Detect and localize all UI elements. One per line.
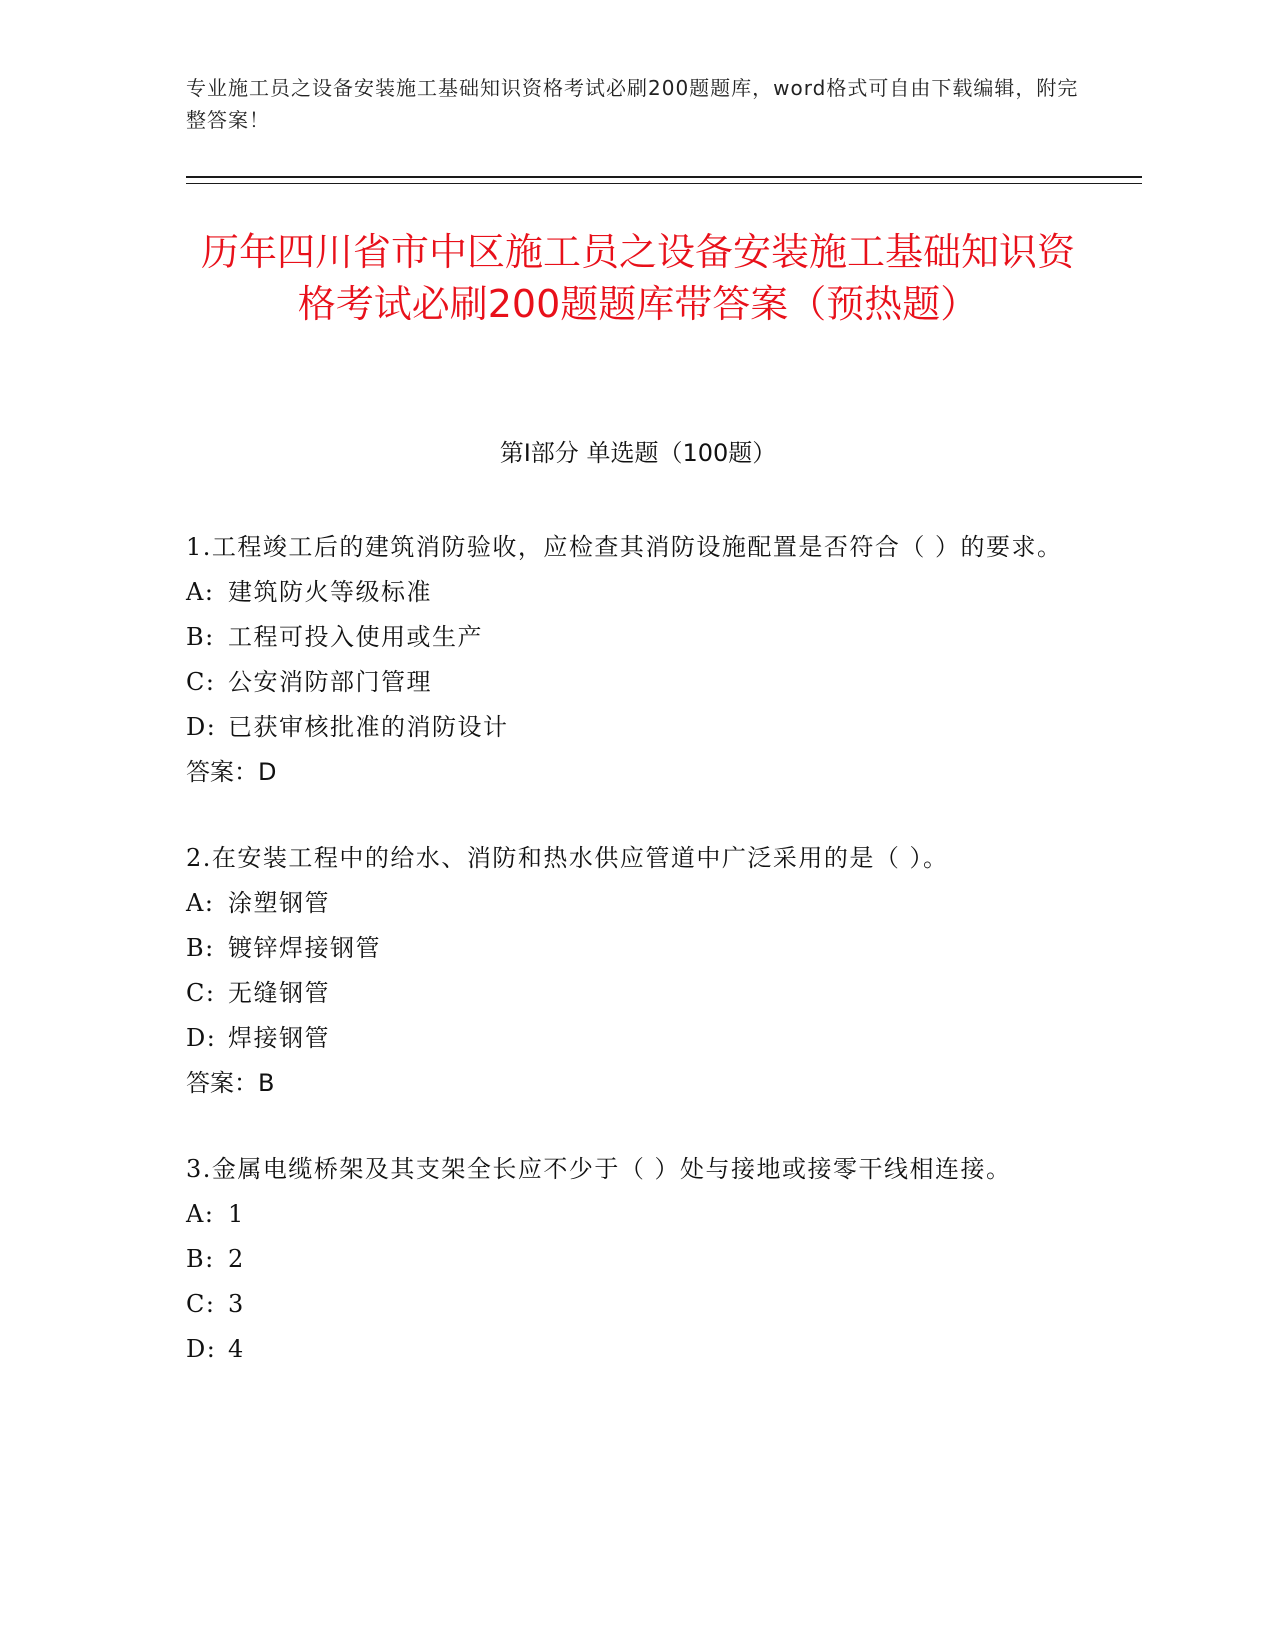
option-a: [186, 1192, 1066, 1237]
option-letter: D:: [186, 1335, 217, 1363]
option-letter: C:: [186, 1290, 216, 1318]
option-text: 2: [228, 1245, 245, 1273]
option-letter: B:: [186, 1245, 215, 1273]
option-letter: A:: [186, 578, 215, 606]
option-letter: D:: [186, 1024, 217, 1052]
option-letter: C:: [186, 668, 216, 696]
question-2: [186, 836, 1066, 1106]
question-3: [186, 1147, 1066, 1372]
option-c: [186, 971, 1066, 1016]
option-letter: B:: [186, 623, 215, 651]
option-b: [186, 615, 1066, 660]
section-title: 第Ⅰ部分 单选题（100题）: [499, 439, 777, 467]
option-text: 焊接钢管: [228, 1024, 330, 1052]
header-divider-thick: [186, 176, 1142, 178]
option-d: [186, 705, 1066, 750]
option-text: 已获审核批准的消防设计: [228, 713, 509, 741]
option-text: 3: [228, 1290, 245, 1318]
option-a: [186, 570, 1066, 615]
option-letter: A:: [186, 889, 215, 917]
option-b: [186, 1237, 1066, 1282]
question-stem: 2.在安装工程中的给水、消防和热水供应管道中广泛采用的是（ ）。: [186, 844, 949, 872]
option-text: 4: [228, 1335, 245, 1363]
option-letter: C:: [186, 979, 216, 1007]
option-text: 建筑防火等级标准: [228, 578, 432, 606]
question-stem: 3.金属电缆桥架及其支架全长应不少于（ ）处与接地或接零干线相连接。: [186, 1155, 1012, 1183]
option-c: [186, 660, 1066, 705]
option-letter: B:: [186, 934, 215, 962]
option-text: 工程可投入使用或生产: [228, 623, 483, 651]
option-c: [186, 1282, 1066, 1327]
option-text: 镀锌焊接钢管: [228, 934, 381, 962]
question-list: [186, 525, 1066, 1413]
option-text: 涂塑钢管: [228, 889, 330, 917]
header-note: 专业施工员之设备安装施工基础知识资格考试必刷200题题库，word格式可自由下载编辑，附完整答案！: [186, 76, 1079, 132]
option-letter: A:: [186, 1200, 215, 1228]
option-letter: D:: [186, 713, 217, 741]
option-d: [186, 1327, 1066, 1372]
question-stem: 1.工程竣工后的建筑消防验收，应检查其消防设施配置是否符合（ ）的要求。: [186, 533, 1063, 561]
answer-line: 答案：D: [186, 758, 277, 786]
option-d: [186, 1016, 1066, 1061]
header-divider-thin: [186, 183, 1142, 184]
option-text: 1: [228, 1200, 245, 1228]
option-text: 公安消防部门管理: [228, 668, 432, 696]
document-title: 历年四川省市中区施工员之设备安装施工基础知识资格考试必刷200题题库带答案（预热题）: [200, 230, 1075, 326]
option-a: [186, 881, 1066, 926]
option-b: [186, 926, 1066, 971]
answer-line: 答案：B: [186, 1069, 275, 1097]
option-text: 无缝钢管: [228, 979, 330, 1007]
question-1: [186, 525, 1066, 795]
